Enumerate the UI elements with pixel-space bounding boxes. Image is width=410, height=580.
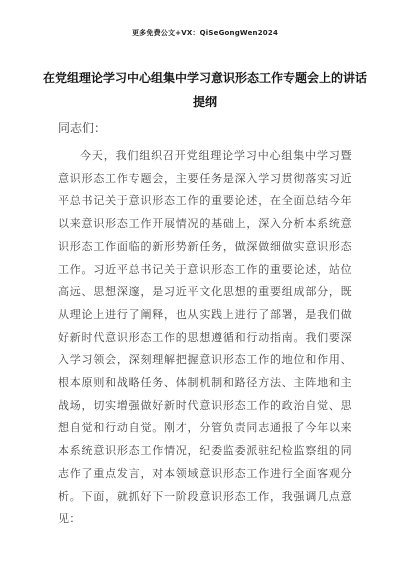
body-paragraph: 今天，我们组织召开党组理论学习中心组集中学习暨意识形态工作专题会，主要任务是深入学习贯彻落实习近平总书记关于意识形态工作的重要论述，在全面总结今年以来意识形态工作开展情况的基础上，深入分析本系统意识形态工作面临的新形势新任务，做深做细做实意识形态工作。习近平总书记关于意识形态工作的重要论述，站位高远、思想深邃，是习近平文化思想的重要组成部分，既从理论上进行了阐释，也从实践上进行了部署，是我们做好新时代意识形态工作的思想遵循和行动指南。我们要深入学习领会，深刻理解把握意识形态工作的地位和作用、根本原则和战略任务、体制机制和路径方法、主阵地和主战场，切实增强做好新时代意识形态工作的政治自觉、思想自觉和行动自觉。刚才，分管负责同志通报了今年以来本系统意识形态工作情况，纪委监委派驻纪检监察组的同志作了重点发言，对本领域意识形态工作进行全面客观分析。下面，就抓好下一阶段意识形态工作，我强调几点意见： — [58, 149, 352, 526]
document-title: 在党组理论学习中心组集中学习意识形态工作专题会上的讲话提纲 — [42, 71, 367, 109]
header-note: 更多免费公文+VX：QiSeGongWen2024 — [131, 29, 279, 37]
salutation: 同志们： — [58, 121, 107, 135]
